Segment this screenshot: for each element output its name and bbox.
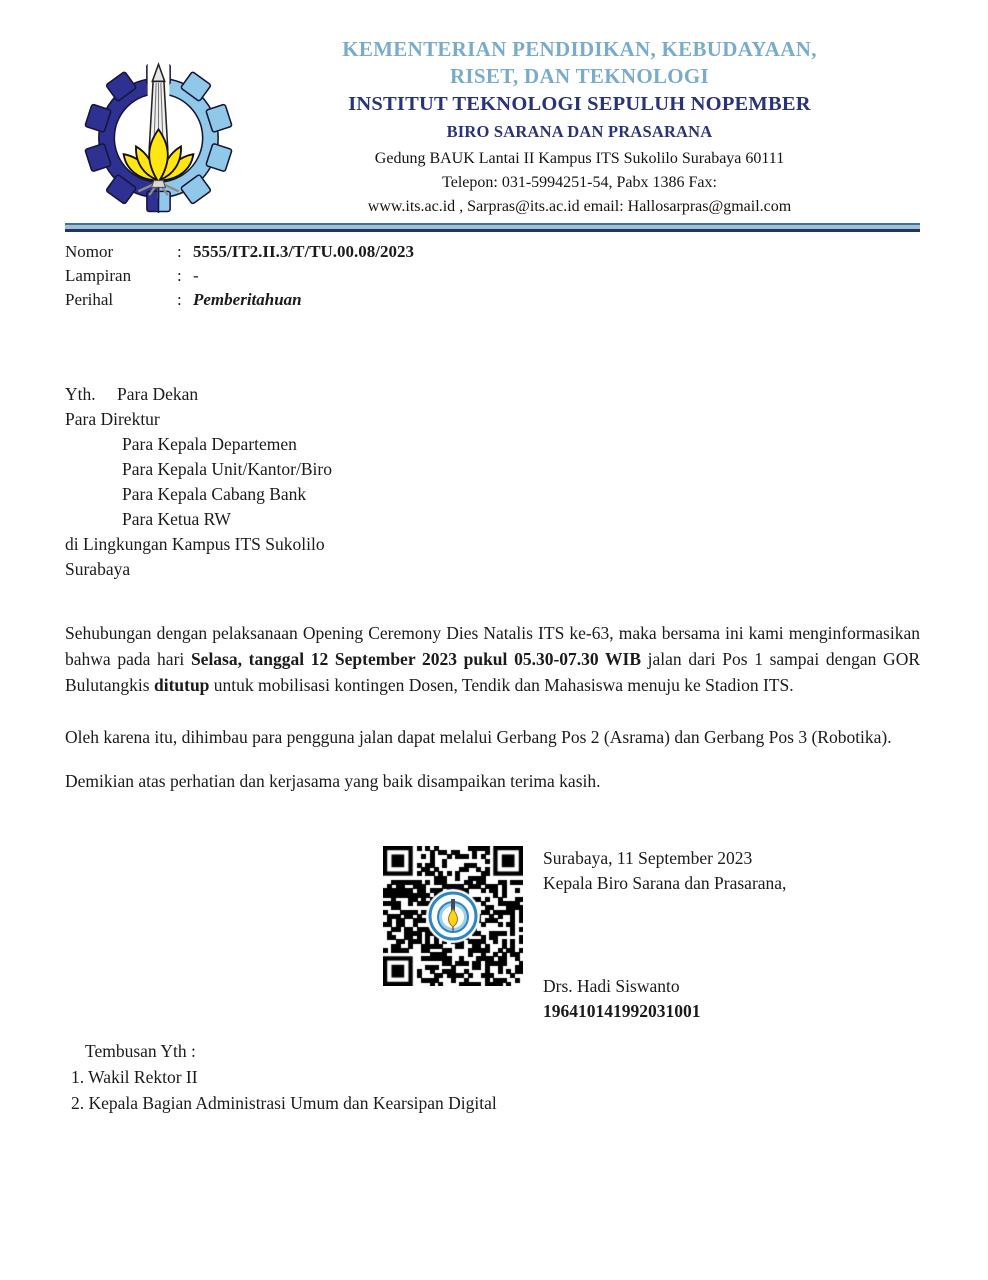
meta-row-perihal <box>65 288 920 312</box>
recipient-block <box>65 382 920 582</box>
nomor-separator: : <box>177 242 182 261</box>
signature-block <box>65 846 920 1024</box>
lampiran-label: Lampiran <box>65 266 132 285</box>
signature-nip: 196410141992031001 <box>543 1001 701 1021</box>
letterhead-address: Gedung BAUK Lantai II Kampus ITS Sukolilo Surabaya 60111 <box>374 150 785 167</box>
recipient-line-1: Para Dekan <box>117 384 199 404</box>
recipient-line-8: Surabaya <box>65 559 131 579</box>
letterhead <box>65 0 920 219</box>
meta-row-nomor <box>65 240 920 264</box>
ministry-line-1: KEMENTERIAN PENDIDIKAN, KEBUDAYAAN, <box>342 37 817 61</box>
letterhead-web-email: www.its.ac.id , Sarpras@its.ac.id email: Hallosarpras@gmail.com <box>367 198 792 215</box>
tembusan-block <box>65 1038 920 1116</box>
recipient-salutation: Yth. <box>65 384 96 404</box>
signature-place-date: Surabaya, 11 September 2023 <box>543 848 753 868</box>
recipient-line-4: Para Kepala Unit/Kantor/Biro <box>122 459 332 479</box>
body-paragraph-2: Oleh karena itu, dihimbau para pengguna jalan dapat melalui Gerbang Pos 2 (Asrama) dan Gerbang Pos 3 (Robotika). <box>65 727 892 747</box>
letter-meta <box>65 240 920 312</box>
tembusan-item-2: 2. Kepala Bagian Administrasi Umum dan Kearsipan Digital <box>71 1093 497 1113</box>
recipient-line <box>65 382 920 407</box>
signature-space <box>543 896 786 974</box>
recipient-line-2: Para Direktur <box>65 409 160 429</box>
signature-text <box>543 846 786 1024</box>
recipient-line-7: di Lingkungan Kampus ITS Sukolilo <box>65 534 325 554</box>
lampiran-value: - <box>193 266 199 285</box>
letter-body <box>65 620 920 794</box>
qr-center-its-logo-icon <box>428 891 478 941</box>
nomor-value: 5555/IT2.II.3/T/TU.00.08/2023 <box>193 242 415 261</box>
its-logo <box>81 58 239 217</box>
body-paragraph-3: Demikian atas perhatian dan kerjasama yang baik disampaikan terima kasih. <box>65 771 601 791</box>
meta-row-lampiran <box>65 264 920 288</box>
perihal-separator: : <box>177 290 182 309</box>
tembusan-title: Tembusan Yth : <box>85 1041 196 1061</box>
signature-name: Drs. Hadi Siswanto <box>543 976 680 996</box>
institution-name: INSTITUT TEKNOLOGI SEPULUH NOPEMBER <box>348 93 811 115</box>
qr-code <box>383 846 523 986</box>
letterhead-phone: Telepon: 031-5994251-54, Pabx 1386 Fax: <box>442 174 717 191</box>
recipient-line-3: Para Kepala Departemen <box>122 434 297 454</box>
ministry-line-2: RISET, DAN TEKNOLOGI <box>449 64 710 88</box>
tembusan-item-1: 1. Wakil Rektor II <box>71 1067 198 1087</box>
perihal-value: Pemberitahuan <box>193 290 302 309</box>
letterhead-text <box>239 34 920 219</box>
perihal-label: Perihal <box>65 290 114 309</box>
its-logo-icon <box>81 58 236 217</box>
body-paragraph-1: Sehubungan dengan pelaksanaan Opening Ceremony Dies Natalis ITS ke-63, maka bersama ini kami menginformasikan bahwa pada hari Selasa, tanggal 12 September 2023 pukul 05.30-07.30 WIB jalan dari Pos 1 sampai dengan GOR Bulutangkis ditutup untuk mobilisasi kontingen Dosen, Tendik dan Mahasiswa menuju ke Stadion ITS. <box>65 623 921 695</box>
lampiran-separator: : <box>177 266 182 285</box>
bureau-name: BIRO SARANA DAN PRASARANA <box>446 122 713 141</box>
recipient-line-6: Para Ketua RW <box>122 509 231 529</box>
letterhead-divider <box>65 223 920 232</box>
signature-role: Kepala Biro Sarana dan Prasarana, <box>543 873 787 893</box>
recipient-line-5: Para Kepala Cabang Bank <box>122 484 307 504</box>
nomor-label: Nomor <box>65 242 114 261</box>
